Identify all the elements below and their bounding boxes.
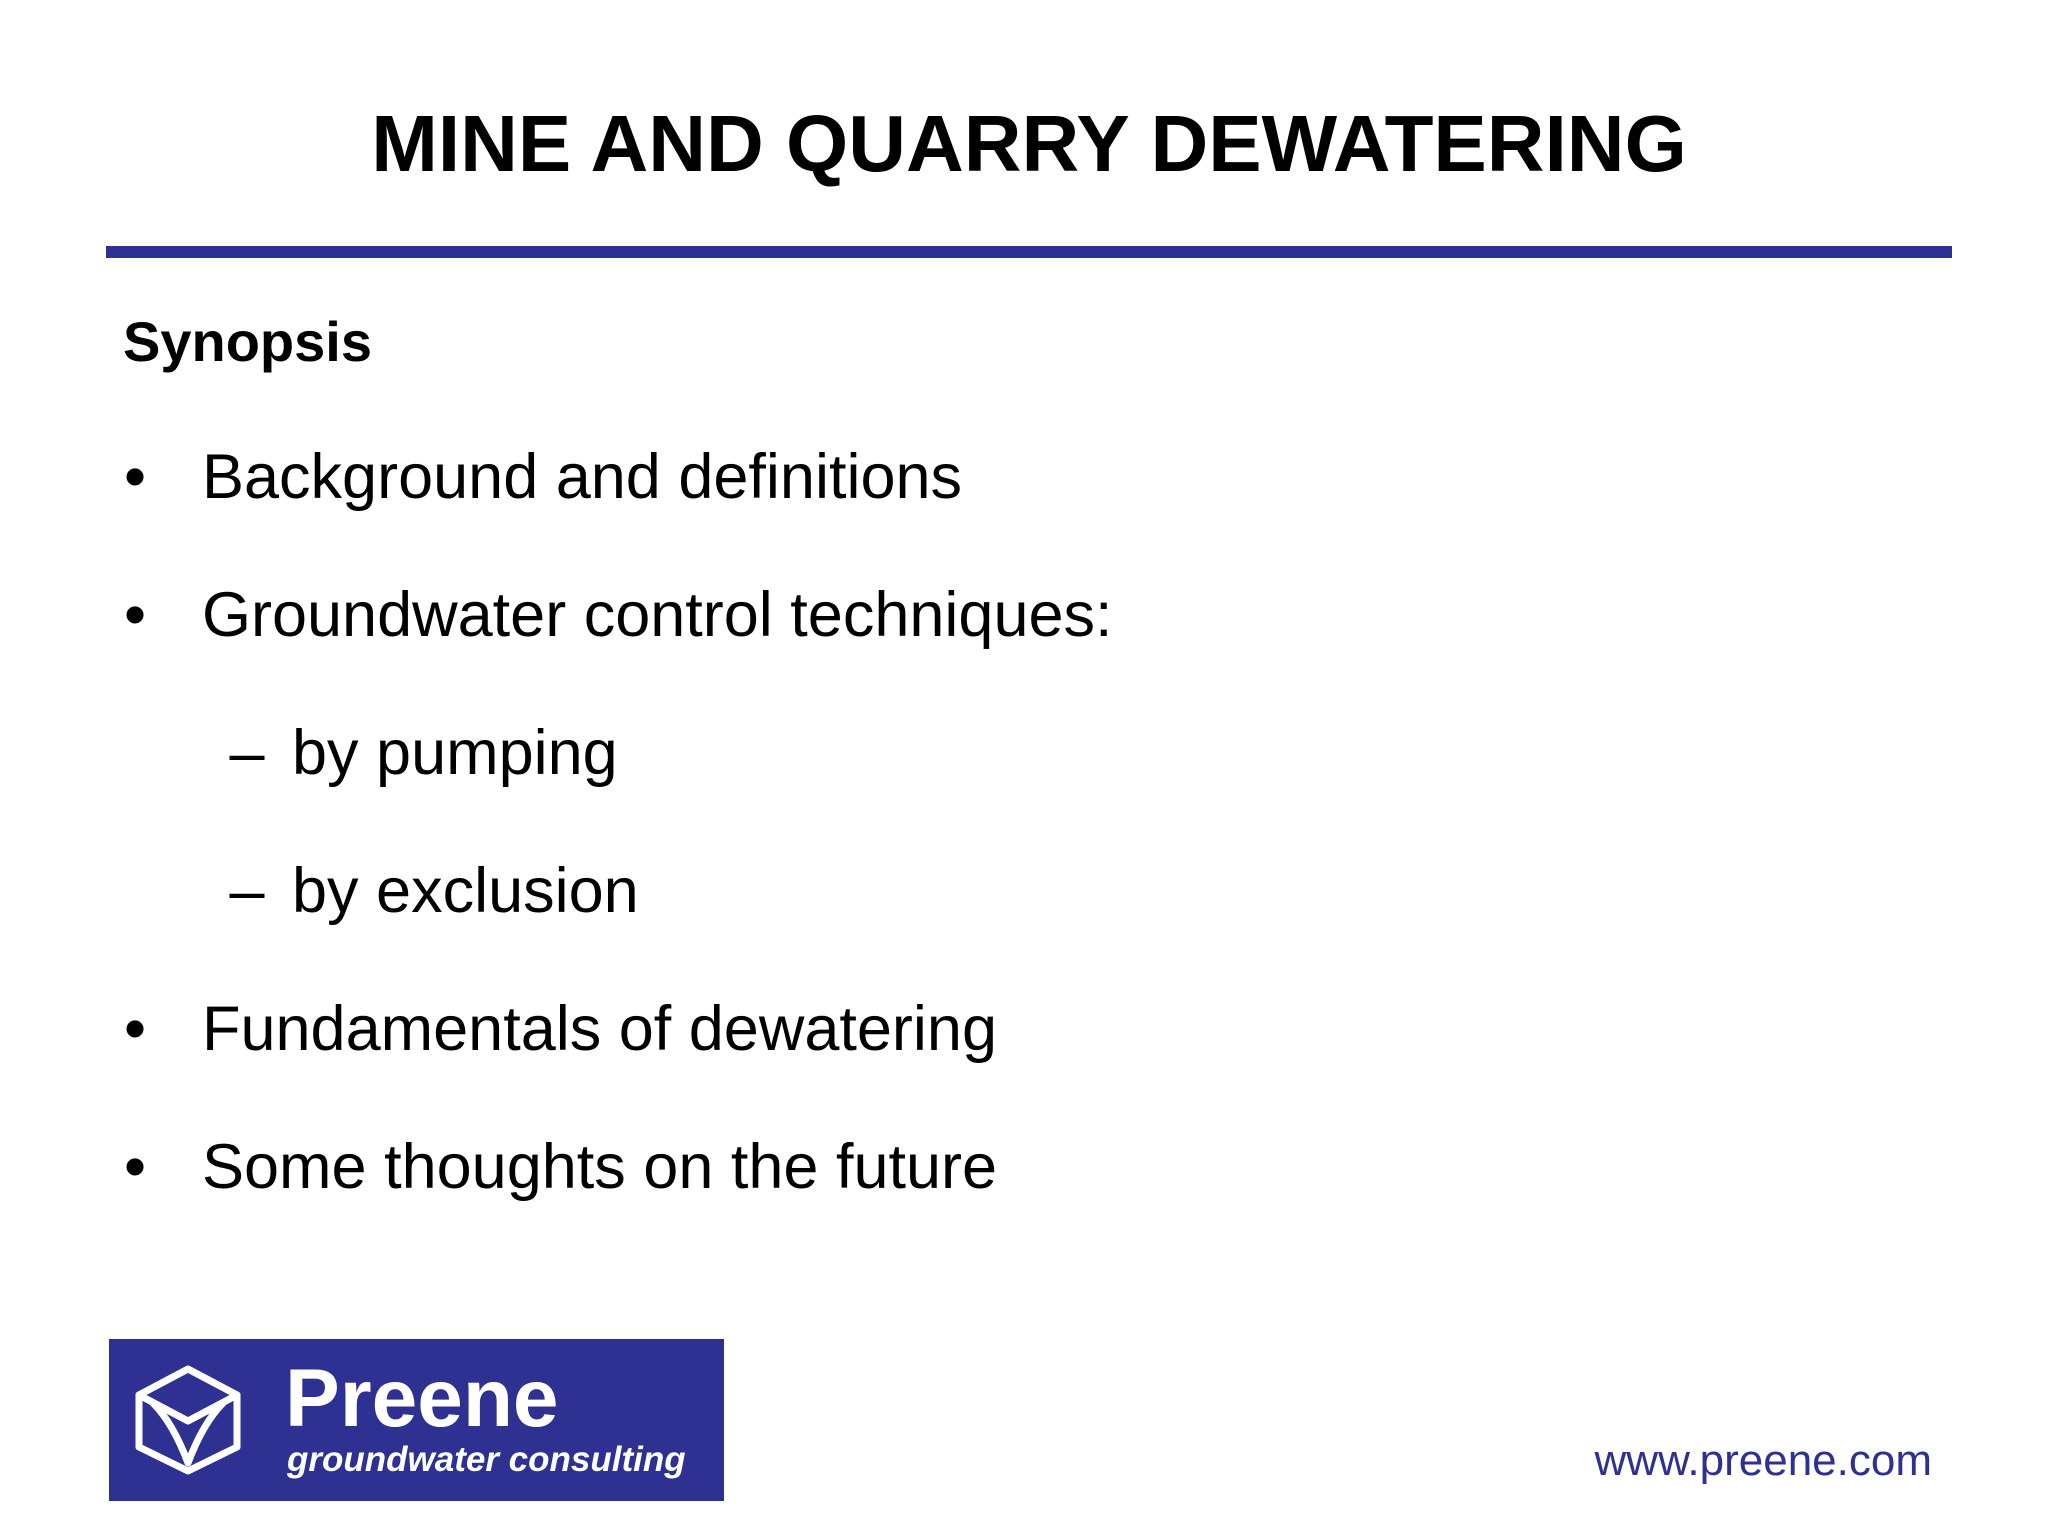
bullet-text: Some thoughts on the future [202,1132,998,1202]
bullet-marker: • [123,994,147,1064]
company-logo [109,1339,724,1501]
cube-logo-icon [133,1363,243,1477]
bullet-marker: • [123,442,147,512]
sub-bullet-marker: – [229,718,265,788]
logo-name: Preene [285,1353,559,1444]
bullet-text: Groundwater control techniques: [202,580,1113,650]
logo-tagline: groundwater consulting [287,1440,686,1479]
slide-title: MINE AND QUARRY DEWATERING [371,99,1687,188]
sub-bullet-text: by pumping [292,718,618,788]
bullet-text: Background and definitions [202,442,963,512]
bullet-marker: • [123,1132,147,1202]
bullet-text: Fundamentals of dewatering [202,994,997,1064]
website-url: www.preene.com [1594,1436,1932,1485]
section-heading: Synopsis [123,310,372,373]
sub-bullet-marker: – [229,856,265,926]
bullet-marker: • [123,580,147,650]
sub-bullet-text: by exclusion [292,856,639,926]
